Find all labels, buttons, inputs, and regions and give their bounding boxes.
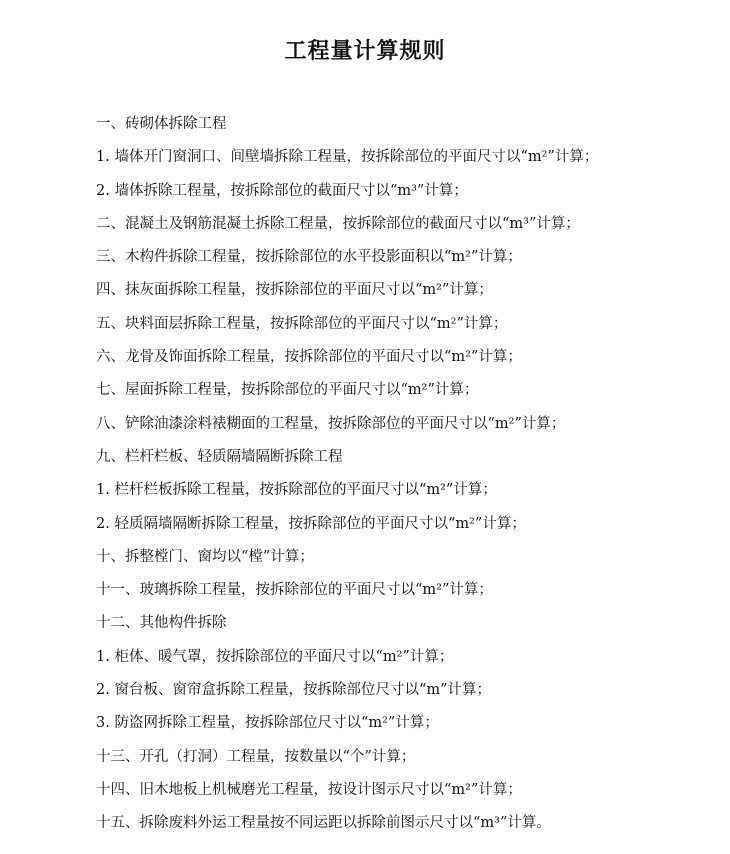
rule-line: 2. 窗台板、窗帘盒拆除工程量，按拆除部位尺寸以“m”计算； (96, 682, 492, 699)
rule-line: 三、木构件拆除工程量，按拆除部位的水平投影面积以“m²”计算； (96, 249, 522, 266)
rule-line: 二、混凝土及钢筋混凝土拆除工程量，按拆除部位的截面尺寸以“m³”计算； (96, 215, 580, 232)
rule-line: 十五、拆除废料外运工程量按不同运距以拆除前图示尺寸以“m³”计算。 (96, 815, 551, 832)
rule-line: 七、屋面拆除工程量，按拆除部位的平面尺寸以“m²”计算； (96, 382, 479, 399)
rule-line: 五、块料面层拆除工程量，按拆除部位的平面尺寸以“m²”计算； (96, 315, 508, 332)
rule-line: 九、栏杆栏板、轻质隔墙隔断拆除工程 (96, 448, 343, 465)
page-title: 工程量计算规则 (284, 39, 446, 64)
rule-line: 十、拆整樘门、窗均以“樘”计算； (96, 548, 314, 565)
rule-line: 十四、旧木地板上机械磨光工程量，按设计图示尺寸以“m²”计算； (96, 781, 522, 798)
rule-line: 十二、其他构件拆除 (96, 615, 227, 632)
rule-line: 2. 墙体拆除工程量，按拆除部位的截面尺寸以“m³”计算； (96, 182, 468, 199)
rule-line: 1. 墙体开门窗洞口、间壁墙拆除工程量，按拆除部位的平面尺寸以“m²”计算； (96, 149, 599, 166)
rules-list (96, 108, 716, 841)
rule-line: 八、铲除油漆涂料裱糊面的工程量，按拆除部位的平面尺寸以“m²”计算； (96, 415, 566, 432)
rule-line: 2. 轻质隔墙隔断拆除工程量，按拆除部位的平面尺寸以“m²”计算； (96, 515, 526, 532)
rule-line: 四、抹灰面拆除工程量，按拆除部位的平面尺寸以“m²”计算； (96, 282, 493, 299)
rule-line: 六、龙骨及饰面拆除工程量，按拆除部位的平面尺寸以“m²”计算； (96, 349, 522, 366)
rule-line: 3. 防盗网拆除工程量，按拆除部位尺寸以“m²”计算； (96, 715, 439, 732)
rule-line: 十一、玻璃拆除工程量，按拆除部位的平面尺寸以“m²”计算； (96, 582, 493, 599)
rule-line: 1. 栏杆栏板拆除工程量，按拆除部位的平面尺寸以“m²”计算； (96, 482, 497, 499)
rule-line: 十三、开孔（打洞）工程量，按数量以“个”计算； (96, 748, 416, 765)
rule-line: 1. 柜体、暖气罩，按拆除部位的平面尺寸以“m²”计算； (96, 648, 454, 665)
rule-line: 一、砖砌体拆除工程 (96, 116, 227, 132)
